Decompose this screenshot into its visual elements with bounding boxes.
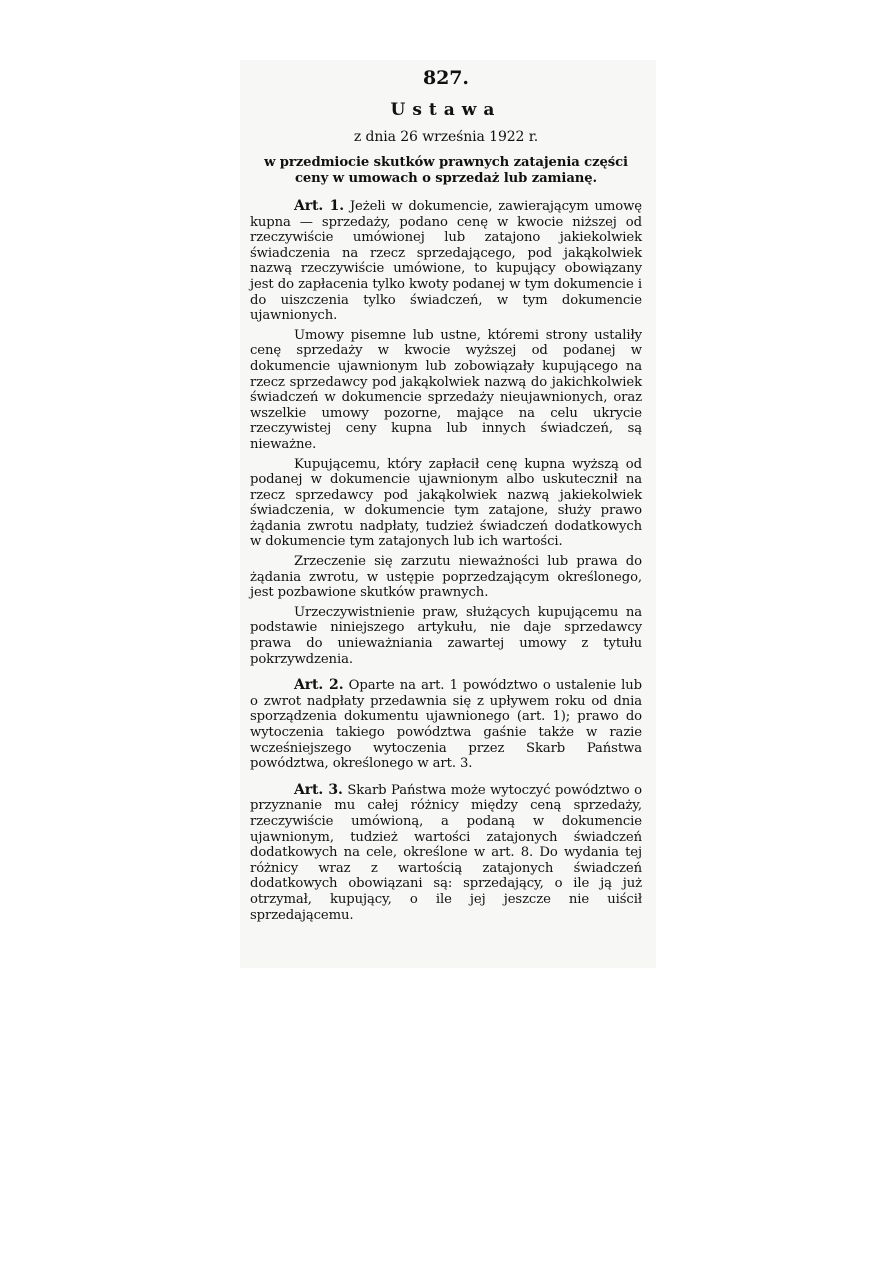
art1-label: Art. 1. (294, 198, 345, 214)
art2-text: Oparte na art. 1 powództwo o ustalenie lub o zwrot nadpłaty przedawnia się z upływem roku od dnia sporządzenia dokumentu ujawnionego (art. 1); prawo do wytoczenia takiego powództwa gaśnie także w razie wcześniejszego wytoczenia przez Skarb Państwa powództwa, określonego w art. 3. (250, 678, 643, 772)
art1-paragraph-5: Urzeczywistnienie praw, służących kupującemu na podstawie niniejszego artykułu, nie daje sprzedawcy prawa do unieważniania zawartej umowy z tytułu pokrzywdzenia. (250, 604, 642, 667)
art1-text-1: Jeżeli w dokumencie, zawierającym umowę kupna — sprzedaży, podano cenę w kwocie niższej od rzeczywiście umówionej lub zatajono jakiekolwiek świadczenia na rzecz sprzedającego, pod jakąkolwiek nazwą rzeczywiście umówione, to kupujący obowiązany jest do zapłacenia tylko kwoty podanej w tym dokumencie i do uiszczenia tylko świadczeń, w tym dokumencie ujawnionych. (250, 199, 642, 324)
art1-paragraph-3: Kupującemu, który zapłacił cenę kupna wyższą od podanej w dokumencie ujawnionym albo uskutecznił na rzecz sprzedawcy pod jakąkolwiek nazwą jakiekolwiek świadczenia, w dokumencie tym zatajone, służy prawo żądania zwrotu nadpłaty, tudzież świadczeń dodatkowych w dokumencie tym zatajonych lub ich wartości. (250, 456, 642, 550)
art3-text: Skarb Państwa może wytoczyć powództwo o przyznanie mu całej różnicy między ceną sprzedaży, rzeczywiście umówioną, a podaną w dokumencie ujawnionym, tudzież wartości zatajonych świadczeń dodatkowych na cele, określone w art. 8. Do wydania tej różnicy wraz z wartością zatajonych świadczeń dodatkowych obowiązani są: sprzedający, o ile ją już otrzymał, kupujący, o ile jej jeszcze nie uiścił sprzedającemu. (250, 782, 642, 923)
act-number: 827. (423, 67, 469, 89)
art3-paragraph (250, 783, 642, 923)
act-title: Ustawa (390, 100, 502, 120)
art2-label: Art. 2. (294, 677, 344, 694)
art1-paragraph-1 (250, 199, 642, 324)
act-date: z dnia 26 września 1922 r. (353, 129, 539, 145)
art1-paragraph-4: Zrzeczenie się zarzutu nieważności lub prawa do żądania zwrotu, w ustępie poprzedzającym określonego, jest pozbawione skutków prawnych. (250, 554, 642, 601)
art1-paragraph-2: Umowy pisemne lub ustne, któremi strony ustaliły cenę sprzedaży w kwocie wyższej od podanej w dokumencie ujawnionym lub zobowiązały kupującego na rzecz sprzedawcy pod jakąkolwiek nazwą do jakichkolwiek świadczeń w dokumencie sprzedaży nieujawnionych, oraz wszelkie umowy pozorne, mające na celu ukrycie rzeczywistej ceny kupna lub innych świadczeń, są nieważne. (250, 327, 642, 452)
act-subject: w przedmiocie skutków prawnych zatajenia części ceny w umowach o sprzedaż lub zamianę. (264, 155, 628, 186)
statute-document (250, 66, 642, 927)
art2-paragraph (250, 678, 642, 772)
art3-label: Art. 3. (294, 781, 343, 798)
